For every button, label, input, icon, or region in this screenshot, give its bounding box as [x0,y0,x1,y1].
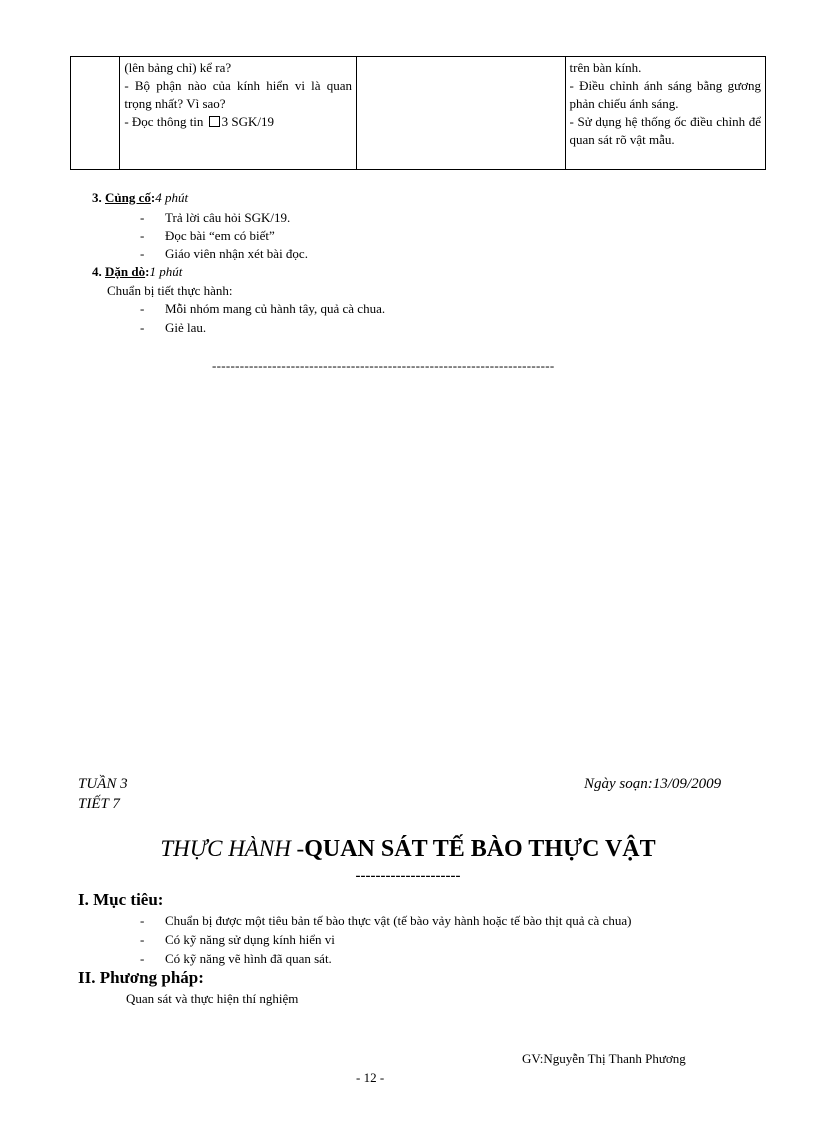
answer-line-3: - Sử dụng hệ thống ốc điều chỉnh để quan sát rõ vật mẫu. [569,114,761,147]
dan-do-number: 4. [92,264,102,279]
week-label: TUẦN 3 [78,776,128,792]
cung-co-colon: : [150,190,156,205]
dan-do-intro: Chuẩn bị tiết thực hành: [107,283,233,298]
table-cell-answers [565,57,765,170]
question-line-3 [124,113,352,131]
question-line-3-prefix: - Đọc thông tin [124,114,204,129]
cung-co-time: 4 phút [155,190,189,205]
cung-co-title: Củng cố [105,190,151,205]
question-line-1: (lên bảng chỉ) kể ra? [124,60,232,75]
title-underline: --------------------- [355,868,461,884]
cung-co-number: 3. [92,190,102,205]
period-label: TIẾT 7 [78,796,120,812]
table-row [71,57,766,170]
dan-do-title: Dặn dò [105,264,146,279]
teacher-name: GV:Nguyễn Thị Thanh Phương [522,1051,686,1066]
phuong-phap-text: Quan sát và thực hiện thí nghiệm [126,991,299,1006]
answer-line-2: - Điều chỉnh ánh sáng bằng gương phản chiếu ánh sáng. [569,78,761,111]
document-page: (lên bảng chỉ) kể ra? - Bộ phận nào của kính hiển vi là quan trọng nhất? Vì sao? - Đọc thông tin 3 SGK/19 trên bàn kính. - Điều chỉnh ánh sáng bằng gương phản chiếu ánh sáng. - Sử dụng hệ thống ốc điều chỉnh để quan sát rõ vật mẫu. 3. Củng cố:4 phút - Trả lời câu hỏi SGK/19. - Đọc bài “em có biết” - Giáo viên nhận xét bài đọc. 4. Dặn dò:1 phút Chuẩn bị tiết thực hành: - Mỗi nhóm mang củ hành tây, quả cà chua. - Giẻ lau. -------------------------------------------------------------------------- TUẦN 3 TIẾT 7 Ngày soạn:13/09/2009 THỰC HÀNH -QUAN SÁT TẾ BÀO THỰC VẬT --------------------- I. Mục tiêu: - Chuẩn bị được một tiêu bản tế bào thực vật (tế bào vảy hành hoặc tế bào thịt quả cà chua) - Có kỹ năng sử dụng kính hiển vi - Có kỹ năng vẽ hình đã quan sát. II. Phương pháp: Quan sát và thực hiện thí nghiệm GV:Nguyễn Thị Thanh Phương - 12 - [0,0,816,1123]
question-line-3-suffix: 3 SGK/19 [221,114,275,129]
dan-do-heading [92,264,182,280]
cung-co-heading [92,190,188,206]
question-line-2: - Bộ phận nào của kính hiển vi là quan trọng nhất? Vì sao? [124,78,353,111]
separator-line: -------------------------------------------------------------------------- [212,358,555,373]
table-cell-empty [71,57,120,170]
title-part-1: THỰC HÀNH - [160,836,305,861]
page-title [0,836,816,863]
answer-line-1: trên bàn kính. [569,60,642,75]
muc-tieu-heading: I. Mục tiêu: [78,890,164,909]
table-cell-empty-2 [357,57,566,170]
dan-do-colon: : [145,264,150,279]
phuong-phap-heading: II. Phương pháp: [78,968,204,987]
book-icon [209,116,220,127]
dan-do-time: 1 phút [149,264,183,279]
prepared-date: Ngày soạn:13/09/2009 [584,776,722,792]
lesson-table [70,56,766,170]
page-number: - 12 - [356,1070,385,1085]
title-part-2: QUAN SÁT TẾ BÀO THỰC VẬT [304,836,656,862]
table-cell-questions [120,57,357,170]
